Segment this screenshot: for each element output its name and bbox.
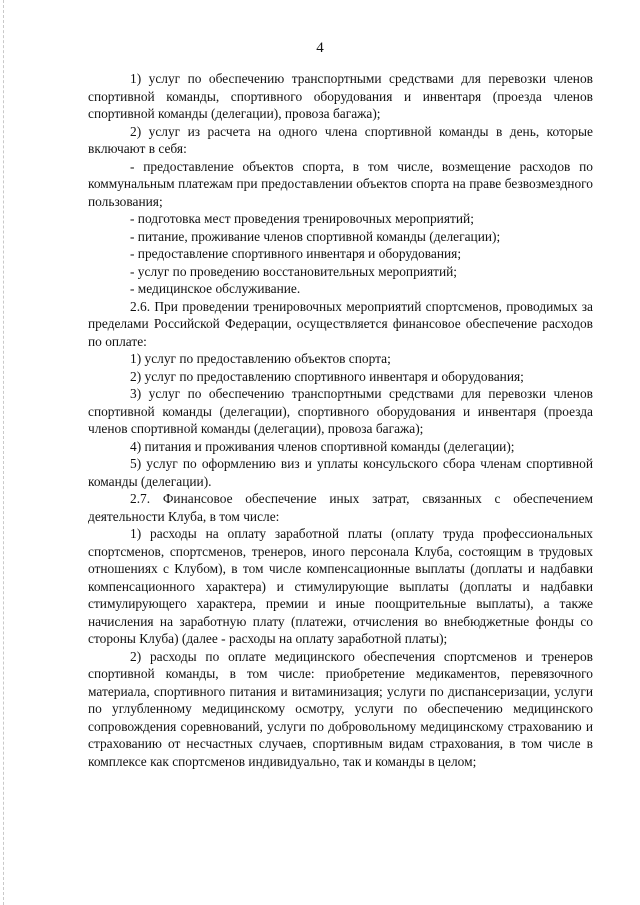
paragraph-2-6-item-4: 4) питания и проживания членов спортивной команды (делегации); bbox=[130, 438, 515, 454]
page-number: 4 bbox=[316, 40, 324, 56]
paragraph-item-2-per-member: 2) услуг из расчета на одного члена спортивной команды в день, которые включают в себя: bbox=[88, 123, 593, 156]
paragraph-section-2-7: 2.7. Финансовое обеспечение иных затрат, связанных с обеспечением деятельности Клуба, в том числе: bbox=[88, 491, 593, 524]
paragraph-section-2-6: 2.6. При проведении тренировочных мероприятий спортсменов, проводимых за пределами Российской Федерации, осуществляется финансовое обеспечение расходов по оплате: bbox=[88, 298, 593, 349]
document-body bbox=[88, 70, 593, 770]
paragraph-bullet-sports-facilities: - предоставление объектов спорта, в том числе, возмещение расходов по коммунальным платежам при предоставлении объектов спорта на праве безвозмездного пользования; bbox=[88, 158, 593, 209]
paragraph-2-6-item-3: 3) услуг по обеспечению транспортными средствами для перевозки членов спортивной команды (делегации), спортивного оборудования и инвентаря (проезда членов спортивной команды (делегации), провоза багажа); bbox=[88, 386, 593, 436]
paragraph-2-7-item-1-salary: 1) расходы на оплату заработной платы (оплату труда профессиональных спортсменов, спортсменов, тренеров, иного персонала Клуба, состоящим в трудовых отношениях с Клубом), в том числе компенсационные выплаты (доплаты и надбавки компенсационного характера) и стимулирующие выплаты (доплаты и надбавки стимулирующего характера, премии и иные поощрительные выплаты), а также начисления на заработную плату (платежи, отчисления во внебюджетные фонды со стороны Клуба) (далее - расходы на оплату заработной платы); bbox=[88, 526, 593, 646]
paragraph-bullet-recovery: - услуг по проведению восстановительных мероприятий; bbox=[130, 263, 458, 279]
paragraph-2-7-item-2-medical: 2) расходы по оплате медицинского обеспечения спортсменов и тренеров спортивной команды, в том числе: приобретение медикаментов, перевязочного материала, спортивного питания и витаминизация; услуги по диспансеризации, услуги по углубленному медицинскому осмотру, услуги по обеспечению медицинского сопровождения соревнований, услуги по добровольному медицинскому страхованию и страхованию от несчастных случаев, спортивным видам страхования, в том числе в комплексе как спортсменов индивидуально, так и команды в целом; bbox=[88, 648, 593, 769]
paragraph-bullet-equipment: - предоставление спортивного инвентаря и оборудования; bbox=[130, 246, 462, 261]
paragraph-2-6-item-2: 2) услуг по предоставлению спортивного инвентаря и оборудования; bbox=[130, 368, 524, 384]
paragraph-bullet-medical: - медицинское обслуживание. bbox=[130, 281, 301, 296]
paragraph-item-1-transport: 1) услуг по обеспечению транспортными средствами для перевозки членов спортивной команды, спортивного оборудования и инвентаря (проезда членов спортивной команды (делегации), провоза багажа); bbox=[88, 71, 593, 121]
scan-edge-line bbox=[3, 0, 4, 905]
paragraph-bullet-training-venues: - подготовка мест проведения тренировочных мероприятий; bbox=[130, 211, 474, 226]
paragraph-2-6-item-1: 1) услуг по предоставлению объектов спорта; bbox=[130, 351, 391, 366]
paragraph-2-6-item-5: 5) услуг по оформлению виз и уплаты консульского сбора членам спортивной команды (делегации). bbox=[88, 456, 593, 489]
paragraph-bullet-food-lodging: - питание, проживание членов спортивной команды (делегации); bbox=[130, 228, 501, 244]
